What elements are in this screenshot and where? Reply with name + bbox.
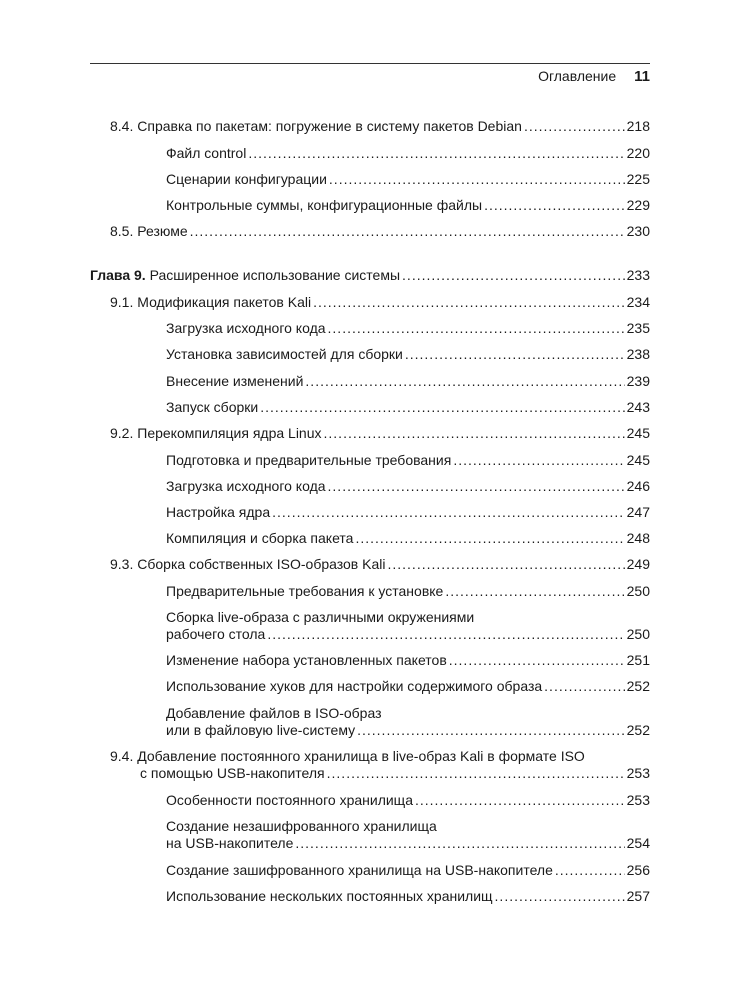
toc-entry-page: 220 <box>626 145 650 161</box>
toc-entry-title: Подготовка и предварительные требования <box>166 452 452 468</box>
toc-entry-download-source[interactable] <box>166 320 650 337</box>
toc-entry-page: 253 <box>626 792 650 808</box>
toc-entry-add-files-line1: Добавление файлов в ISO-образ <box>166 705 382 721</box>
toc-chapter-number: Глава 9. <box>90 267 146 283</box>
toc-entry-page: 254 <box>626 835 650 851</box>
toc-entry-page: 238 <box>626 346 650 362</box>
toc-entry-kernel-config[interactable] <box>166 504 650 521</box>
toc-entry-title: Настройка ядра <box>166 504 271 520</box>
toc-entry-start-build[interactable] <box>166 399 650 416</box>
toc-entry-title: с помощью USB-накопителя <box>140 765 325 781</box>
toc-entry-page: 245 <box>626 425 650 441</box>
toc-entry-9-3[interactable] <box>110 556 650 573</box>
header-page-number: 11 <box>634 68 650 85</box>
leader-dots <box>555 862 625 879</box>
toc-entry-checksums[interactable] <box>166 197 650 214</box>
toc-entry-page: 218 <box>626 118 650 134</box>
toc-entry-title: Запуск сборки <box>166 399 259 415</box>
toc-entry-number: 9.3. <box>110 556 134 572</box>
toc-entry-title: Файл control <box>166 145 247 161</box>
toc-entry-title: Внесение изменений <box>166 373 304 389</box>
leader-dots <box>324 425 625 442</box>
toc-entry-9-1[interactable] <box>110 294 650 311</box>
toc-entry-page: 250 <box>626 626 650 642</box>
toc-entry-number: 9.1. <box>110 294 134 310</box>
leader-dots <box>248 145 624 162</box>
toc-chapter-9[interactable] <box>90 267 650 284</box>
leader-dots <box>387 556 624 573</box>
toc-entry-unencrypted[interactable] <box>166 835 650 852</box>
toc-entry-title-line1: Добавление постоянного хранилища в live-образ Kali в формате ISO <box>137 748 585 764</box>
toc-entry-page: 235 <box>626 320 650 336</box>
leader-dots <box>295 835 624 852</box>
leader-dots <box>305 373 624 390</box>
toc-entry-page: 225 <box>626 171 650 187</box>
toc-entry-title: Установка зависимостей для сборки <box>166 346 403 362</box>
leader-dots <box>495 888 625 905</box>
toc-entry-title: Изменение набора установленных пакетов <box>166 652 447 668</box>
toc-entry-number: 9.2. <box>110 425 134 441</box>
leader-dots <box>402 267 625 284</box>
toc-entry-add-files[interactable] <box>166 722 650 739</box>
toc-entry-9-4[interactable] <box>140 765 650 782</box>
toc-entry-title: Загрузка исходного кода <box>166 478 326 494</box>
toc-entry-title: или в файловую live-систему <box>166 722 356 738</box>
header-rule <box>90 63 650 64</box>
toc-entry-control-file[interactable] <box>166 145 650 162</box>
toc-entry-9-2[interactable] <box>110 425 650 442</box>
toc-entry-title: Сборка собственных ISO-образов Kali <box>137 556 386 572</box>
toc-entry-page: 251 <box>626 652 650 668</box>
toc-entry-9-4-line1 <box>110 748 585 765</box>
toc-entry-persistence-features[interactable] <box>166 792 650 809</box>
toc-entry-title: Расширенное использование системы <box>149 267 401 283</box>
leader-dots <box>449 652 625 669</box>
toc-entry-page: 239 <box>626 373 650 389</box>
leader-dots <box>267 626 624 643</box>
leader-dots <box>327 765 625 782</box>
leader-dots <box>544 678 624 695</box>
toc-entry-encrypted[interactable] <box>166 862 650 879</box>
toc-entry-title: Использование нескольких постоянных хранилищ <box>166 888 493 904</box>
running-header <box>538 68 650 85</box>
toc-entry-download-source-2[interactable] <box>166 478 650 495</box>
toc-entry-page: 256 <box>626 862 650 878</box>
toc-entry-title: Предварительные требования к установке <box>166 583 444 599</box>
header-section-title: Оглавление <box>538 68 617 84</box>
toc-entry-title: Резюме <box>137 223 188 239</box>
toc-entry-page: 248 <box>626 530 650 546</box>
toc-entry-page: 253 <box>626 765 650 781</box>
toc-entry-page: 257 <box>626 888 650 904</box>
toc-entry-live-image-line1: Сборка live-образа с различными окружениями <box>166 609 475 625</box>
toc-entry-8-4[interactable] <box>110 118 650 135</box>
toc-entry-config-scripts[interactable] <box>166 171 650 188</box>
toc-entry-title: Сценарии конфигурации <box>166 171 327 187</box>
leader-dots <box>355 530 624 547</box>
toc-entry-hooks[interactable] <box>166 678 650 695</box>
toc-entry-number: 8.5. <box>110 223 134 239</box>
toc-entry-page: 245 <box>626 452 650 468</box>
toc-entry-page: 234 <box>626 294 650 310</box>
toc-entry-8-5[interactable] <box>110 223 650 240</box>
leader-dots <box>484 197 625 214</box>
toc-entry-multiple-persistence[interactable] <box>166 888 650 905</box>
toc-entry-prerequisites[interactable] <box>166 452 650 469</box>
toc-entry-title: Модификация пакетов Kali <box>137 294 312 310</box>
leader-dots <box>415 792 625 809</box>
toc-entry-title: на USB-накопителе <box>166 835 294 851</box>
toc-entry-title: Использование хуков для настройки содержимого образа <box>166 678 543 694</box>
toc-entry-title: Перекомпиляция ядра Linux <box>137 425 322 441</box>
toc-entry-title: Загрузка исходного кода <box>166 320 326 336</box>
leader-dots <box>328 478 625 495</box>
toc-entry-page: 246 <box>626 478 650 494</box>
leader-dots <box>328 320 625 337</box>
toc-entry-page: 230 <box>626 223 650 239</box>
toc-entry-page: 229 <box>626 197 650 213</box>
toc-entry-change-packages[interactable] <box>166 652 650 669</box>
toc-entry-making-changes[interactable] <box>166 373 650 390</box>
toc-entry-install-prereq[interactable] <box>166 583 650 600</box>
toc-entry-page: 250 <box>626 583 650 599</box>
toc-entry-unencrypted-line1: Создание незашифрованного хранилища <box>166 818 437 834</box>
leader-dots <box>524 118 625 135</box>
leader-dots <box>357 722 625 739</box>
toc-entry-build-deps[interactable] <box>166 346 650 363</box>
toc-entry-title: Контрольные суммы, конфигурационные файлы <box>166 197 483 213</box>
leader-dots <box>260 399 624 416</box>
toc-entry-page: 243 <box>626 399 650 415</box>
toc-entry-page: 252 <box>626 678 650 694</box>
toc-entry-page: 252 <box>626 722 650 738</box>
toc-entry-live-image-desktops[interactable] <box>166 626 650 643</box>
toc-entry-number: 8.4. <box>110 118 134 134</box>
toc-entry-number: 9.4. <box>110 748 134 764</box>
leader-dots <box>329 171 625 188</box>
leader-dots <box>313 294 625 311</box>
leader-dots <box>445 583 624 600</box>
toc-entry-compile-package[interactable] <box>166 530 650 547</box>
leader-dots <box>190 223 625 240</box>
leader-dots <box>405 346 625 363</box>
leader-dots <box>272 504 625 521</box>
toc-entry-title: Особенности постоянного хранилища <box>166 792 413 808</box>
leader-dots <box>453 452 624 469</box>
toc-entry-title: Создание зашифрованного хранилища на USB-накопителе <box>166 862 553 878</box>
toc-entry-title: Компиляция и сборка пакета <box>166 530 354 546</box>
toc-entry-title: Справка по пакетам: погружение в систему пакетов Debian <box>137 118 522 134</box>
toc-entry-page: 233 <box>626 267 650 283</box>
toc-entry-page: 249 <box>626 556 650 572</box>
toc-entry-page: 247 <box>626 504 650 520</box>
toc-entry-title: рабочего стола <box>166 626 266 642</box>
